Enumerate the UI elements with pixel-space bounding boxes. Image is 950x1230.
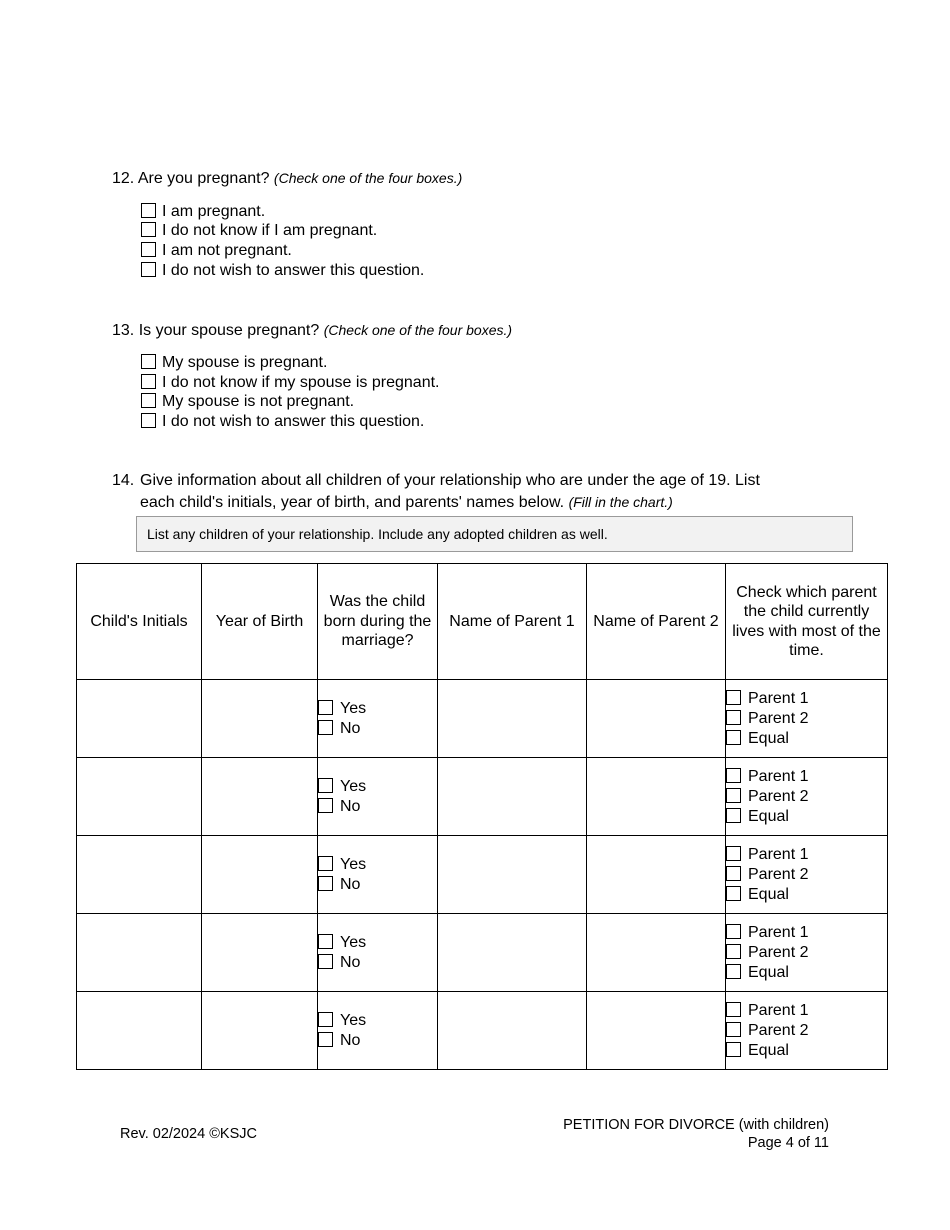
born-during-marriage-checkbox[interactable] [318, 778, 333, 793]
header-name-of-parent-1: Name of Parent 1 [438, 564, 587, 680]
q13-option-3 [141, 392, 354, 412]
table-row [77, 758, 888, 836]
born-during-marriage-option-label: Yes [340, 777, 367, 795]
children-table [76, 563, 888, 1070]
q13-checkbox-1[interactable] [141, 354, 156, 369]
lives-with-checkbox[interactable] [726, 964, 741, 979]
header-childs-initials: Child's Initials [77, 564, 202, 680]
born-during-marriage-checkbox[interactable] [318, 700, 333, 715]
born-during-marriage-option [318, 1011, 437, 1031]
q13-option-label: I do not know if my spouse is pregnant. [162, 374, 440, 391]
lives-with-option [726, 865, 887, 885]
parent-2-name-cell[interactable] [587, 680, 726, 758]
lives-with-option-label: Parent 2 [748, 787, 809, 805]
lives-with-option-label: Equal [748, 963, 789, 981]
lives-with-cell [726, 914, 888, 992]
question-12-text: Are you pregnant? [137, 170, 270, 187]
born-during-marriage-checkbox[interactable] [318, 798, 333, 813]
header-year-of-birth: Year of Birth [202, 564, 318, 680]
year-of-birth-cell[interactable] [202, 836, 318, 914]
question-12 [112, 168, 462, 189]
q13-option-2 [141, 373, 439, 393]
lives-with-checkbox[interactable] [726, 944, 741, 959]
revision-footer: Rev. 02/2024 ©KSJC [120, 1126, 257, 1142]
header-name-of-parent-2: Name of Parent 2 [587, 564, 726, 680]
born-during-marriage-cell [318, 836, 438, 914]
question-13-text: Is your spouse pregnant? [138, 322, 320, 339]
lives-with-option [726, 689, 887, 709]
lives-with-checkbox[interactable] [726, 788, 741, 803]
born-during-marriage-cell [318, 914, 438, 992]
q12-option-label: I am not pregnant. [162, 242, 292, 259]
born-during-marriage-option-label: No [340, 1031, 361, 1049]
childs-initials-cell[interactable] [77, 680, 202, 758]
born-during-marriage-option [318, 699, 437, 719]
lives-with-cell [726, 836, 888, 914]
q12-checkbox-3[interactable] [141, 242, 156, 257]
parent-1-name-cell[interactable] [438, 836, 587, 914]
born-during-marriage-option-label: Yes [340, 933, 367, 951]
q13-checkbox-4[interactable] [141, 413, 156, 428]
question-14-line-1: Give information about all children of your relationship who are under the age of 19. List [140, 472, 760, 489]
lives-with-option-label: Parent 1 [748, 767, 809, 785]
lives-with-option-label: Parent 2 [748, 1021, 809, 1039]
born-during-marriage-option-label: No [340, 719, 361, 737]
lives-with-option [726, 767, 887, 787]
q12-checkbox-4[interactable] [141, 262, 156, 277]
lives-with-option [726, 709, 887, 729]
page-number: Page 4 of 11 [747, 1135, 829, 1151]
lives-with-cell [726, 758, 888, 836]
parent-2-name-cell[interactable] [587, 758, 726, 836]
childs-initials-cell[interactable] [77, 758, 202, 836]
lives-with-option-label: Parent 2 [748, 865, 809, 883]
q12-checkbox-1[interactable] [141, 203, 156, 218]
lives-with-option-label: Equal [748, 807, 789, 825]
born-during-marriage-checkbox[interactable] [318, 1012, 333, 1027]
table-row [77, 836, 888, 914]
lives-with-option [726, 923, 887, 943]
q12-option-2 [141, 221, 377, 241]
q13-checkbox-3[interactable] [141, 393, 156, 408]
year-of-birth-cell[interactable] [202, 680, 318, 758]
lives-with-option [726, 943, 887, 963]
lives-with-checkbox[interactable] [726, 690, 741, 705]
parent-2-name-cell[interactable] [587, 914, 726, 992]
parent-2-name-cell[interactable] [587, 992, 726, 1070]
question-13-hint: (Check one of the four boxes.) [323, 322, 513, 338]
born-during-marriage-checkbox[interactable] [318, 954, 333, 969]
born-during-marriage-cell [318, 680, 438, 758]
parent-1-name-cell[interactable] [438, 680, 587, 758]
born-during-marriage-option [318, 953, 437, 973]
born-during-marriage-option-label: Yes [340, 699, 367, 717]
lives-with-option-label: Parent 1 [748, 1001, 809, 1019]
lives-with-option-label: Equal [748, 1041, 789, 1059]
lives-with-checkbox[interactable] [726, 886, 741, 901]
lives-with-checkbox[interactable] [726, 866, 741, 881]
lives-with-checkbox[interactable] [726, 768, 741, 783]
question-14-number: 14. [112, 472, 135, 489]
q13-option-label: I do not wish to answer this question. [162, 413, 425, 430]
born-during-marriage-cell [318, 992, 438, 1070]
year-of-birth-cell[interactable] [202, 914, 318, 992]
question-13-number: 13. [112, 322, 135, 339]
parent-1-name-cell[interactable] [438, 992, 587, 1070]
lives-with-option [726, 807, 887, 827]
year-of-birth-cell[interactable] [202, 758, 318, 836]
question-14-line-2 [140, 492, 673, 513]
q12-option-4 [141, 261, 424, 281]
lives-with-option [726, 787, 887, 807]
born-during-marriage-option-label: No [340, 953, 361, 971]
q13-option-4 [141, 412, 424, 432]
childs-initials-cell[interactable] [77, 992, 202, 1070]
born-during-marriage-option-label: Yes [340, 855, 367, 873]
lives-with-checkbox[interactable] [726, 730, 741, 745]
lives-with-option [726, 885, 887, 905]
table-row [77, 914, 888, 992]
q13-option-label: My spouse is not pregnant. [162, 393, 355, 410]
born-during-marriage-checkbox[interactable] [318, 856, 333, 871]
lives-with-cell [726, 680, 888, 758]
lives-with-option [726, 729, 887, 749]
lives-with-option-label: Equal [748, 885, 789, 903]
lives-with-option-label: Parent 2 [748, 943, 809, 961]
header-born-during-marriage: Was the child born during the marriage? [318, 564, 438, 680]
parent-2-name-cell[interactable] [587, 836, 726, 914]
lives-with-option [726, 1001, 887, 1021]
childs-initials-cell[interactable] [77, 836, 202, 914]
lives-with-checkbox[interactable] [726, 1002, 741, 1017]
lives-with-cell [726, 992, 888, 1070]
born-during-marriage-option [318, 933, 437, 953]
q13-option-1 [141, 353, 327, 373]
q12-option-3 [141, 241, 292, 261]
lives-with-option [726, 1041, 887, 1061]
q12-option-label: I do not wish to answer this question. [162, 262, 425, 279]
lives-with-checkbox[interactable] [726, 710, 741, 725]
born-during-marriage-option [318, 1031, 437, 1051]
instruction-note: List any children of your relationship. Include any adopted children as well. [136, 516, 853, 552]
question-14-hint: (Fill in the chart.) [568, 494, 673, 510]
parent-1-name-cell[interactable] [438, 758, 587, 836]
born-during-marriage-checkbox[interactable] [318, 1032, 333, 1047]
lives-with-option-label: Parent 2 [748, 709, 809, 727]
form-title-footer: PETITION FOR DIVORCE (with children) [563, 1117, 829, 1133]
born-during-marriage-option [318, 855, 437, 875]
born-during-marriage-option [318, 797, 437, 817]
question-14-text: each child's initials, year of birth, and parents' names below. [140, 494, 565, 511]
lives-with-checkbox[interactable] [726, 808, 741, 823]
born-during-marriage-checkbox[interactable] [318, 934, 333, 949]
lives-with-option [726, 845, 887, 865]
table-row [77, 992, 888, 1070]
childs-initials-cell[interactable] [77, 914, 202, 992]
born-during-marriage-checkbox[interactable] [318, 876, 333, 891]
lives-with-checkbox[interactable] [726, 1022, 741, 1037]
q13-checkbox-2[interactable] [141, 374, 156, 389]
lives-with-option-label: Parent 1 [748, 923, 809, 941]
born-during-marriage-checkbox[interactable] [318, 720, 333, 735]
q12-option-label: I am pregnant. [162, 203, 266, 220]
lives-with-option [726, 963, 887, 983]
lives-with-option-label: Parent 1 [748, 845, 809, 863]
table-header-row [77, 564, 888, 680]
lives-with-option-label: Parent 1 [748, 689, 809, 707]
born-during-marriage-option [318, 875, 437, 895]
q13-option-label: My spouse is pregnant. [162, 354, 328, 371]
q12-option-label: I do not know if I am pregnant. [162, 222, 378, 239]
parent-1-name-cell[interactable] [438, 914, 587, 992]
q12-checkbox-2[interactable] [141, 222, 156, 237]
born-during-marriage-option [318, 719, 437, 739]
lives-with-option-label: Equal [748, 729, 789, 747]
question-13 [112, 320, 512, 341]
year-of-birth-cell[interactable] [202, 992, 318, 1070]
q12-option-1 [141, 202, 265, 222]
question-12-hint: (Check one of the four boxes.) [273, 170, 463, 186]
born-during-marriage-option [318, 777, 437, 797]
header-lives-with: Check which parent the child currently lives with most of the time. [726, 564, 888, 680]
born-during-marriage-option-label: No [340, 875, 361, 893]
born-during-marriage-option-label: No [340, 797, 361, 815]
lives-with-checkbox[interactable] [726, 1042, 741, 1057]
born-during-marriage-cell [318, 758, 438, 836]
table-row [77, 680, 888, 758]
born-during-marriage-option-label: Yes [340, 1011, 367, 1029]
lives-with-checkbox[interactable] [726, 924, 741, 939]
lives-with-checkbox[interactable] [726, 846, 741, 861]
lives-with-option [726, 1021, 887, 1041]
question-12-number: 12. [112, 170, 135, 187]
